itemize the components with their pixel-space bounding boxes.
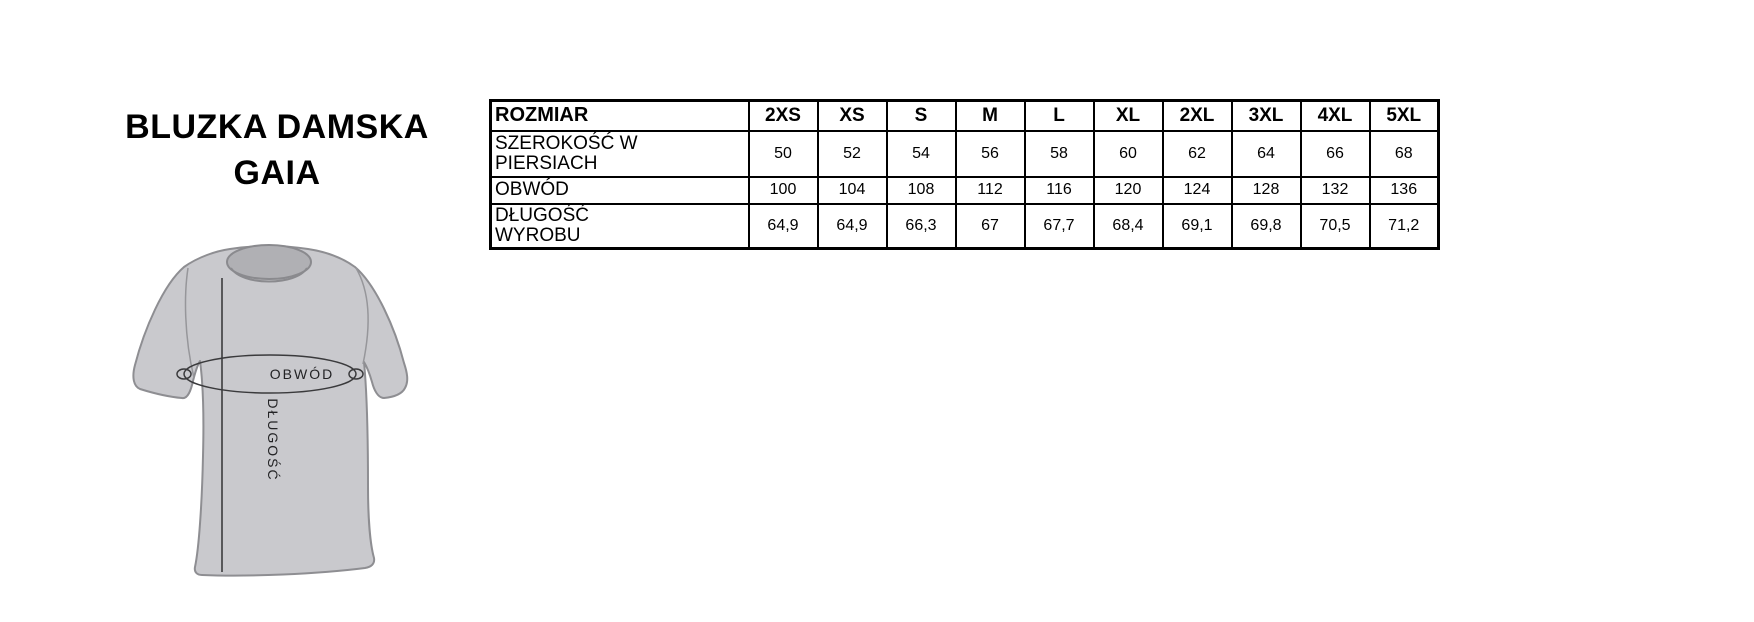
table-row [491, 204, 1439, 249]
value-cell: 132 [1301, 177, 1370, 204]
value-cell: 67 [956, 204, 1025, 249]
table-row [491, 131, 1439, 177]
value-cell: 70,5 [1301, 204, 1370, 249]
tshirt-measurement-diagram [118, 218, 418, 588]
value-cell: 52 [818, 131, 887, 177]
value-cell: 66 [1301, 131, 1370, 177]
size-header-xl: XL [1094, 101, 1163, 131]
size-header-m: M [956, 101, 1025, 131]
size-header-5xl: 5XL [1370, 101, 1439, 131]
size-header-s: S [887, 101, 956, 131]
value-cell: 60 [1094, 131, 1163, 177]
size-header-xs: XS [818, 101, 887, 131]
value-cell: 100 [749, 177, 818, 204]
value-cell: 128 [1232, 177, 1301, 204]
collar-shape [227, 245, 311, 279]
table-row [491, 177, 1439, 204]
value-cell: 69,8 [1232, 204, 1301, 249]
product-title-line1: BLUZKA DAMSKA [125, 108, 429, 146]
value-cell: 68,4 [1094, 204, 1163, 249]
length-label: DŁUGOŚĆ [265, 398, 281, 482]
value-cell: 56 [956, 131, 1025, 177]
circumference-label: OBWÓD [269, 366, 335, 382]
size-header-2xl: 2XL [1163, 101, 1232, 131]
value-cell: 54 [887, 131, 956, 177]
size-header-4xl: 4XL [1301, 101, 1370, 131]
product-title [88, 104, 466, 196]
row-label-cell: SZEROKOŚĆ W PIERSIACH [491, 131, 749, 177]
value-cell: 58 [1025, 131, 1094, 177]
value-cell: 68 [1370, 131, 1439, 177]
value-cell: 64,9 [818, 204, 887, 249]
value-cell: 120 [1094, 177, 1163, 204]
size-header-l: L [1025, 101, 1094, 131]
value-cell: 112 [956, 177, 1025, 204]
size-header-2xs: 2XS [749, 101, 818, 131]
product-title-line2: GAIA [233, 154, 321, 192]
table-corner-header: ROZMIAR [491, 101, 749, 131]
row-label-cell: OBWÓD [491, 177, 749, 204]
value-cell: 66,3 [887, 204, 956, 249]
value-cell: 64 [1232, 131, 1301, 177]
value-cell: 69,1 [1163, 204, 1232, 249]
value-cell: 62 [1163, 131, 1232, 177]
value-cell: 64,9 [749, 204, 818, 249]
value-cell: 71,2 [1370, 204, 1439, 249]
value-cell: 108 [887, 177, 956, 204]
row-label-cell: DŁUGOŚĆ WYROBU [491, 204, 749, 249]
size-table [489, 99, 1440, 250]
value-cell: 104 [818, 177, 887, 204]
value-cell: 50 [749, 131, 818, 177]
value-cell: 124 [1163, 177, 1232, 204]
table-header-row [491, 101, 1439, 131]
size-header-3xl: 3XL [1232, 101, 1301, 131]
value-cell: 116 [1025, 177, 1094, 204]
value-cell: 136 [1370, 177, 1439, 204]
value-cell: 67,7 [1025, 204, 1094, 249]
tshirt-illustration [118, 218, 418, 588]
